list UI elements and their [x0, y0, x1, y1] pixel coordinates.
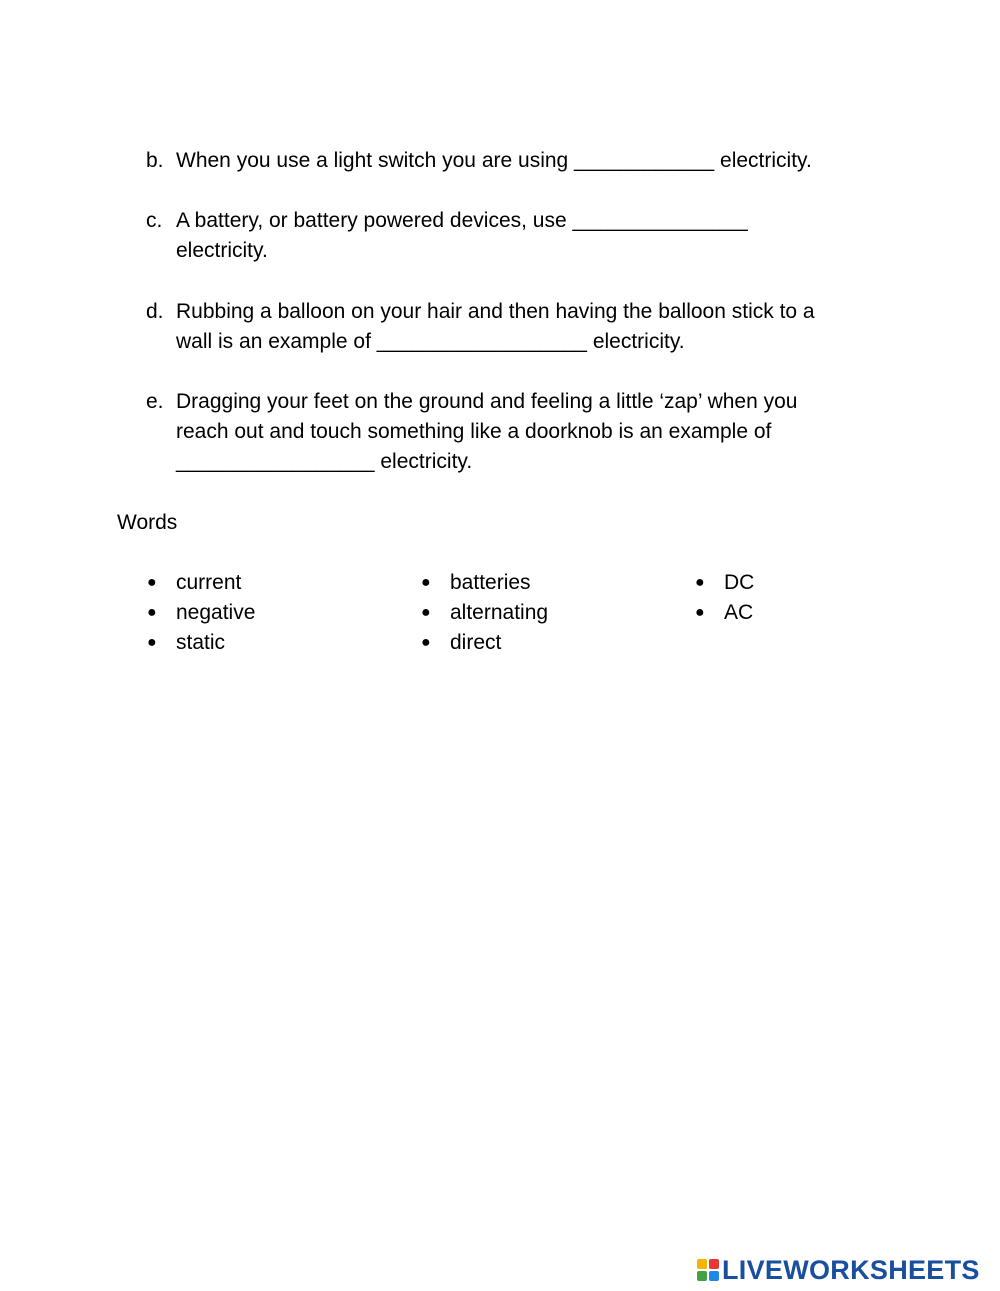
question-line: wall is an example of __________________ electricity. — [176, 330, 685, 353]
logo-blocks-icon — [697, 1259, 719, 1281]
word-bank-item: ● static — [146, 628, 255, 658]
question-letter: e. — [146, 390, 164, 413]
question-line: reach out and touch something like a doorknob is an example of — [176, 420, 772, 443]
words-heading: Words — [117, 511, 178, 534]
question-text — [176, 206, 886, 266]
liveworksheets-logo — [697, 1254, 980, 1286]
question-letter: c. — [146, 209, 163, 232]
question-text — [176, 297, 886, 357]
question-line: electricity. — [176, 239, 268, 262]
question-line: When you use a light switch you are using ____________ electricity. — [176, 149, 812, 172]
question-line: A battery, or battery powered devices, use _______________ — [176, 209, 748, 232]
word-bank-item: ● alternating — [420, 598, 548, 628]
question-text — [176, 146, 886, 176]
question-line: Rubbing a balloon on your hair and then having the balloon stick to a — [176, 300, 815, 323]
question-text — [176, 387, 886, 477]
word-bank-item: ● negative — [146, 598, 255, 628]
word-bank-item: ● current — [146, 568, 255, 598]
logo-block-icon — [709, 1259, 719, 1269]
word-bank-item: ● direct — [420, 628, 548, 658]
question-line: Dragging your feet on the ground and feeling a little ‘zap’ when you — [176, 390, 798, 413]
logo-block-icon — [709, 1271, 719, 1281]
word-bank-item: ● batteries — [420, 568, 548, 598]
logo-block-icon — [697, 1259, 707, 1269]
word-bank-item: ● DC — [694, 568, 754, 598]
logo-block-icon — [697, 1271, 707, 1281]
logo-text: LIVEWORKSHEETS — [722, 1255, 980, 1285]
question-line: _________________ electricity. — [176, 450, 473, 473]
word-bank-column-3 — [694, 568, 754, 628]
word-bank-column-2 — [420, 568, 548, 658]
question-letter: b. — [146, 149, 164, 172]
word-bank-column-1 — [146, 568, 255, 658]
word-bank-item: ● AC — [694, 598, 754, 628]
question-letter: d. — [146, 300, 164, 323]
